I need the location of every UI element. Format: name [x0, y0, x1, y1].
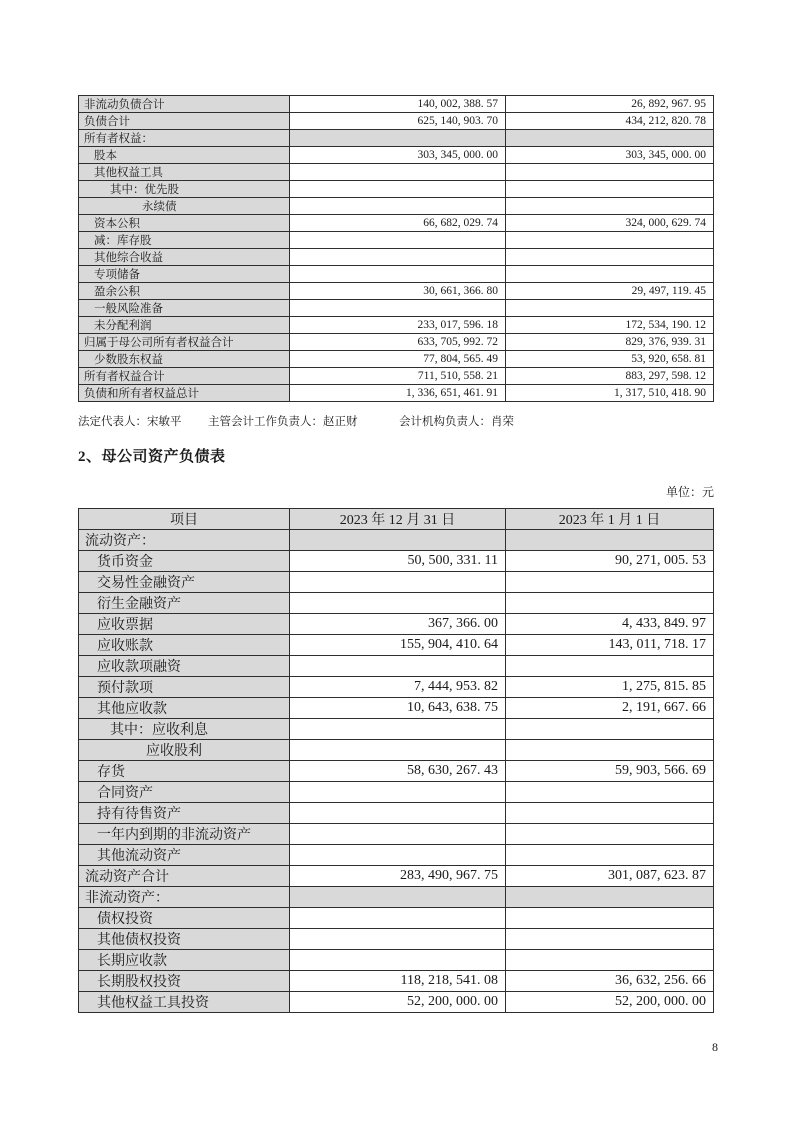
parent-company-balance-sheet-table [78, 508, 714, 1013]
item-label-cell: 持有待售资产 [79, 803, 290, 824]
item-label-cell: 未分配利润 [79, 317, 290, 334]
value-prior-cell [506, 929, 714, 950]
chief-accountant-label: 主管会计工作负责人：赵正财 [208, 416, 358, 428]
value-prior-cell [506, 803, 714, 824]
value-current-cell [290, 130, 506, 147]
value-current-cell [290, 300, 506, 317]
table-row [79, 368, 714, 385]
value-prior-cell [506, 887, 714, 908]
item-label-cell: 一般风险准备 [79, 300, 290, 317]
table-row [79, 887, 714, 908]
value-prior-cell [506, 824, 714, 845]
table-row [79, 283, 714, 300]
table-row [79, 824, 714, 845]
item-label-cell: 负债合计 [79, 113, 290, 130]
item-label-cell: 其他权益工具投资 [79, 992, 290, 1013]
item-label-cell: 债权投资 [79, 908, 290, 929]
consolidated-balance-sheet-continuation-table [78, 95, 714, 402]
value-current-cell: 58, 630, 267. 43 [290, 761, 506, 782]
item-label-cell: 流动资产合计 [79, 866, 290, 887]
table-row [79, 929, 714, 950]
table-row [79, 845, 714, 866]
value-prior-cell: 26, 892, 967. 95 [506, 96, 714, 113]
value-current-cell [290, 572, 506, 593]
table-row [79, 740, 714, 761]
value-prior-cell: 829, 376, 939. 31 [506, 334, 714, 351]
value-current-cell: 50, 500, 331. 11 [290, 551, 506, 572]
item-label-cell: 交易性金融资产 [79, 572, 290, 593]
value-prior-cell [506, 740, 714, 761]
value-current-cell [290, 740, 506, 761]
value-prior-cell: 143, 011, 718. 17 [506, 635, 714, 656]
item-label-cell: 应收款项融资 [79, 656, 290, 677]
value-prior-cell [506, 719, 714, 740]
value-prior-cell [506, 572, 714, 593]
value-prior-cell: 90, 271, 005. 53 [506, 551, 714, 572]
value-current-cell [290, 719, 506, 740]
value-prior-cell: 59, 903, 566. 69 [506, 761, 714, 782]
value-current-cell [290, 929, 506, 950]
value-current-cell [290, 950, 506, 971]
value-current-cell [290, 782, 506, 803]
value-current-cell [290, 198, 506, 215]
table-row [79, 866, 714, 887]
item-label-cell: 长期应收款 [79, 950, 290, 971]
table-row [79, 551, 714, 572]
item-label-cell: 股本 [79, 147, 290, 164]
table-row [79, 971, 714, 992]
table-row [79, 164, 714, 181]
page-number: 8 [712, 1040, 718, 1054]
value-current-cell: 10, 643, 638. 75 [290, 698, 506, 719]
value-prior-cell [506, 181, 714, 198]
value-prior-cell [506, 249, 714, 266]
table-row [79, 635, 714, 656]
value-current-cell: 283, 490, 967. 75 [290, 866, 506, 887]
table-row [79, 677, 714, 698]
table-row [79, 614, 714, 635]
value-prior-cell [506, 198, 714, 215]
item-label-cell: 归属于母公司所有者权益合计 [79, 334, 290, 351]
value-current-cell [290, 530, 506, 551]
value-prior-cell: 172, 534, 190. 12 [506, 317, 714, 334]
value-current-cell: 7, 444, 953. 82 [290, 677, 506, 698]
value-current-cell: 625, 140, 903. 70 [290, 113, 506, 130]
table-row [79, 992, 714, 1013]
table-row [79, 198, 714, 215]
item-label-cell: 预付款项 [79, 677, 290, 698]
value-current-cell [290, 908, 506, 929]
item-label-cell: 应收账款 [79, 635, 290, 656]
signature-line [78, 413, 714, 429]
value-current-cell: 303, 345, 000. 00 [290, 147, 506, 164]
value-prior-cell: 1, 275, 815. 85 [506, 677, 714, 698]
value-current-cell: 711, 510, 558. 21 [290, 368, 506, 385]
table-row [79, 572, 714, 593]
value-prior-cell: 4, 433, 849. 97 [506, 614, 714, 635]
item-label-cell: 资本公积 [79, 215, 290, 232]
table-row [79, 215, 714, 232]
section-heading: 2、母公司资产负债表 [78, 449, 226, 465]
item-label-cell: 其他债权投资 [79, 929, 290, 950]
value-current-cell [290, 181, 506, 198]
value-prior-cell [506, 908, 714, 929]
value-prior-cell [506, 232, 714, 249]
item-label-cell: 非流动负债合计 [79, 96, 290, 113]
value-current-cell: 140, 002, 388. 57 [290, 96, 506, 113]
item-label-cell: 货币资金 [79, 551, 290, 572]
value-prior-cell: 434, 212, 820. 78 [506, 113, 714, 130]
table-row [79, 950, 714, 971]
value-current-cell: 633, 705, 992. 72 [290, 334, 506, 351]
table-row [79, 698, 714, 719]
value-prior-cell: 883, 297, 598. 12 [506, 368, 714, 385]
item-label-cell: 减：库存股 [79, 232, 290, 249]
table-row [79, 147, 714, 164]
table-row [79, 385, 714, 402]
table-row [79, 530, 714, 551]
item-label-cell: 长期股权投资 [79, 971, 290, 992]
item-label-cell: 所有者权益： [79, 130, 290, 147]
value-prior-cell [506, 266, 714, 283]
value-prior-cell: 301, 087, 623. 87 [506, 866, 714, 887]
value-prior-cell [506, 950, 714, 971]
item-label-cell: 所有者权益合计 [79, 368, 290, 385]
value-prior-cell: 53, 920, 658. 81 [506, 351, 714, 368]
value-prior-cell [506, 164, 714, 181]
table-row [79, 113, 714, 130]
item-label-cell: 永续债 [79, 198, 290, 215]
item-label-cell: 其中：优先股 [79, 181, 290, 198]
item-label-cell: 其他权益工具 [79, 164, 290, 181]
value-current-cell [290, 656, 506, 677]
value-current-cell: 52, 200, 000. 00 [290, 992, 506, 1013]
item-label-cell: 流动资产： [79, 530, 290, 551]
value-current-cell [290, 593, 506, 614]
value-current-cell [290, 266, 506, 283]
table-row [79, 266, 714, 283]
item-label-cell: 其他综合收益 [79, 249, 290, 266]
item-label-cell: 应收票据 [79, 614, 290, 635]
value-prior-cell: 324, 000, 629. 74 [506, 215, 714, 232]
value-prior-cell: 1, 317, 510, 418. 90 [506, 385, 714, 402]
value-current-cell: 118, 218, 541. 08 [290, 971, 506, 992]
value-prior-cell: 36, 632, 256. 66 [506, 971, 714, 992]
value-current-cell [290, 824, 506, 845]
value-prior-cell [506, 845, 714, 866]
unit-label: 单位：元 [665, 485, 714, 499]
table-row [79, 761, 714, 782]
value-current-cell [290, 164, 506, 181]
item-label-cell: 合同资产 [79, 782, 290, 803]
item-label-cell: 其他流动资产 [79, 845, 290, 866]
value-current-cell [290, 249, 506, 266]
header-row [79, 509, 714, 530]
value-current-cell [290, 803, 506, 824]
value-current-cell [290, 845, 506, 866]
header-cell: 项目 [79, 509, 290, 530]
table-row [79, 232, 714, 249]
value-current-cell: 1, 336, 651, 461. 91 [290, 385, 506, 402]
value-current-cell: 155, 904, 410. 64 [290, 635, 506, 656]
table-row [79, 130, 714, 147]
table-row [79, 96, 714, 113]
value-prior-cell [506, 530, 714, 551]
accounting-head-label: 会计机构负责人：肖荣 [399, 416, 514, 428]
value-current-cell: 367, 366. 00 [290, 614, 506, 635]
value-current-cell [290, 232, 506, 249]
value-prior-cell [506, 130, 714, 147]
item-label-cell: 负债和所有者权益总计 [79, 385, 290, 402]
value-prior-cell [506, 300, 714, 317]
item-label-cell: 盈余公积 [79, 283, 290, 300]
table-row [79, 719, 714, 740]
legal-representative-label: 法定代表人：宋敏平 [78, 416, 182, 428]
table-row [79, 782, 714, 803]
item-label-cell: 非流动资产： [79, 887, 290, 908]
item-label-cell: 专项储备 [79, 266, 290, 283]
header-cell: 2023 年 1 月 1 日 [506, 509, 714, 530]
item-label-cell: 其他应收款 [79, 698, 290, 719]
value-prior-cell [506, 593, 714, 614]
value-prior-cell: 52, 200, 000. 00 [506, 992, 714, 1013]
value-prior-cell: 303, 345, 000. 00 [506, 147, 714, 164]
item-label-cell: 应收股利 [79, 740, 290, 761]
value-current-cell: 30, 661, 366. 80 [290, 283, 506, 300]
value-prior-cell [506, 656, 714, 677]
table-row [79, 908, 714, 929]
item-label-cell: 其中：应收利息 [79, 719, 290, 740]
table-row [79, 317, 714, 334]
value-current-cell [290, 887, 506, 908]
value-current-cell: 233, 017, 596. 18 [290, 317, 506, 334]
value-current-cell: 77, 804, 565. 49 [290, 351, 506, 368]
item-label-cell: 少数股东权益 [79, 351, 290, 368]
item-label-cell: 一年内到期的非流动资产 [79, 824, 290, 845]
table-row [79, 803, 714, 824]
item-label-cell: 衍生金融资产 [79, 593, 290, 614]
table-row [79, 249, 714, 266]
table-row [79, 351, 714, 368]
item-label-cell: 存货 [79, 761, 290, 782]
value-prior-cell [506, 782, 714, 803]
value-prior-cell: 2, 191, 667. 66 [506, 698, 714, 719]
value-current-cell: 66, 682, 029. 74 [290, 215, 506, 232]
value-prior-cell: 29, 497, 119. 45 [506, 283, 714, 300]
table-row [79, 181, 714, 198]
table-row [79, 656, 714, 677]
table-row [79, 334, 714, 351]
header-cell: 2023 年 12 月 31 日 [290, 509, 506, 530]
table-row [79, 593, 714, 614]
table-row [79, 300, 714, 317]
